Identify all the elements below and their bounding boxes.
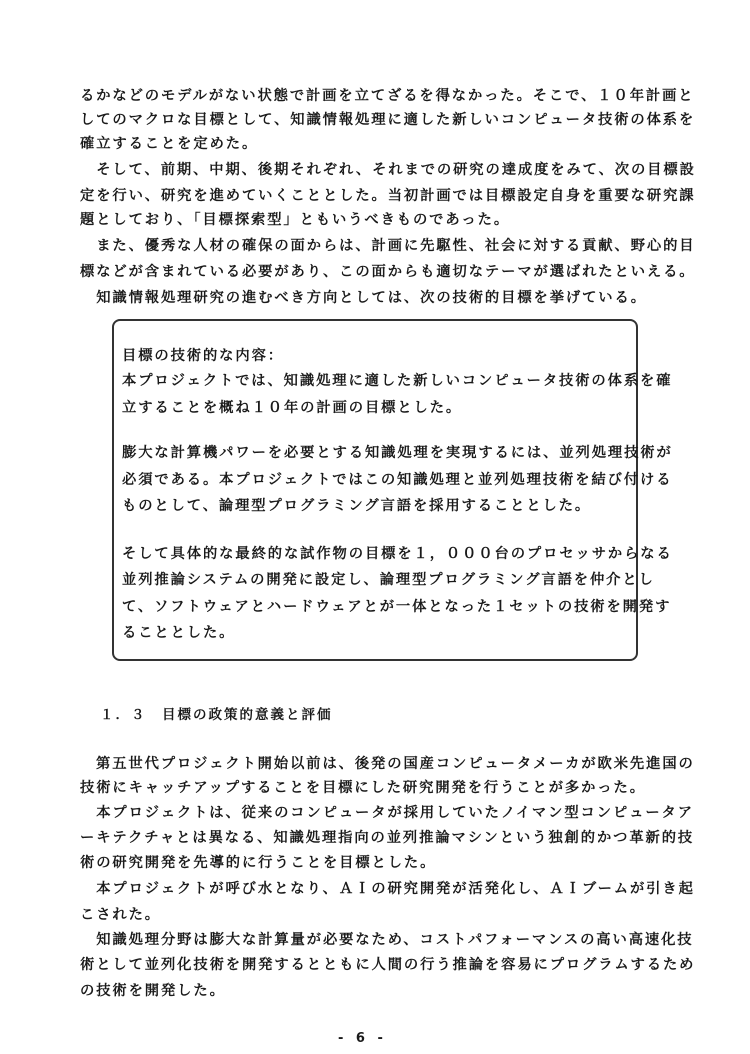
- page-number: - 6 -: [338, 1031, 387, 1046]
- text-line: るかなどのモデルがない状態で計画を立てざるを得なかった。そこで、１０年計画と: [80, 88, 695, 104]
- text-line: 題としており、「目標探索型」ともいうべきものであった。: [80, 212, 511, 228]
- text-line: 本プロジェクトは、従来のコンピュータが採用していたノイマン型コンピュータア: [80, 805, 694, 821]
- text-line: また、優秀な人材の確保の面からは、計画に先駆性、社会に対する貢献、野心的目: [80, 238, 696, 254]
- text-line: 知識情報処理研究の進むべき方向としては、次の技術的目標を挙げている。: [80, 290, 647, 306]
- section-number: １．３: [100, 707, 147, 723]
- box-text-line: 膨大な計算機パワーを必要とする知識処理を実現するには、並列処理技術が: [122, 445, 673, 461]
- box-text-line: て、ソフトウェアとハードウェアとが一体となった１セットの技術を開発す: [122, 599, 672, 615]
- section-title: 目標の政策的意義と評価: [162, 707, 333, 723]
- text-line: 確立することを定めた。: [80, 136, 259, 152]
- text-line: 技術にキャッチアップすることを目標にした研究開発を行うことが多かった。: [80, 780, 646, 796]
- text-line: 知識処理分野は膨大な計算量が必要なため、コストパフォーマンスの高い高速化技: [80, 932, 694, 948]
- box-text-line: 並列推論システムの開発に設定し、論理型プログラミング言語を仲介とし: [122, 572, 655, 588]
- text-line: そして、前期、中期、後期それぞれ、それまでの研究の達成度をみて、次の目標設: [80, 162, 696, 178]
- box-text-line: ることとした。: [122, 625, 236, 641]
- box-text-line: 本プロジェクトでは、知識処理に適した新しいコンピュータ技術の体系を確: [122, 373, 673, 389]
- text-line: 標などが含まれている必要があり、この面からも適切なテーマが選ばれたといえる。: [80, 264, 696, 280]
- text-line: 術として並列化技術を開発するとともに人間の行う推論を容易にプログラムするため: [80, 957, 696, 973]
- text-line: してのマクロな目標として、知識情報処理に適した新しいコンピュータ技術の体系を: [80, 112, 696, 128]
- box-text-line: ものとして、論理型プログラミング言語を採用することとした。: [122, 498, 592, 514]
- text-line: 術の研究開発を先導的に行うことを目標とした。: [80, 855, 437, 871]
- box-text-line: そして具体的な最終的な試作物の目標を１，０００台のプロセッサからなる: [122, 546, 673, 562]
- text-line: の技術を開発した。: [80, 983, 226, 999]
- text-line: こされた。: [80, 907, 161, 923]
- text-line: 本プロジェクトが呼び水となり、ＡＩの研究開発が活発化し、ＡＩブームが引き起: [80, 881, 695, 897]
- box-title: 目標の技術的な内容：: [122, 348, 284, 364]
- text-line: 定を行い、研究を進めていくこととした。当初計画では目標設定自身を重要な研究課: [80, 188, 696, 204]
- text-line: ーキテクチャとは異なる、知識処理指向の並列推論マシンという独創的かつ革新的技: [80, 830, 695, 846]
- box-text-line: 必須である。本プロジェクトではこの知識処理と並列処理技術を結び付ける: [122, 472, 673, 488]
- box-text-line: 立することを概ね１０年の計画の目標とした。: [122, 400, 463, 416]
- text-line: 第五世代プロジェクト開始以前は、後発の国産コンピュータメーカが欧米先進国の: [96, 756, 695, 772]
